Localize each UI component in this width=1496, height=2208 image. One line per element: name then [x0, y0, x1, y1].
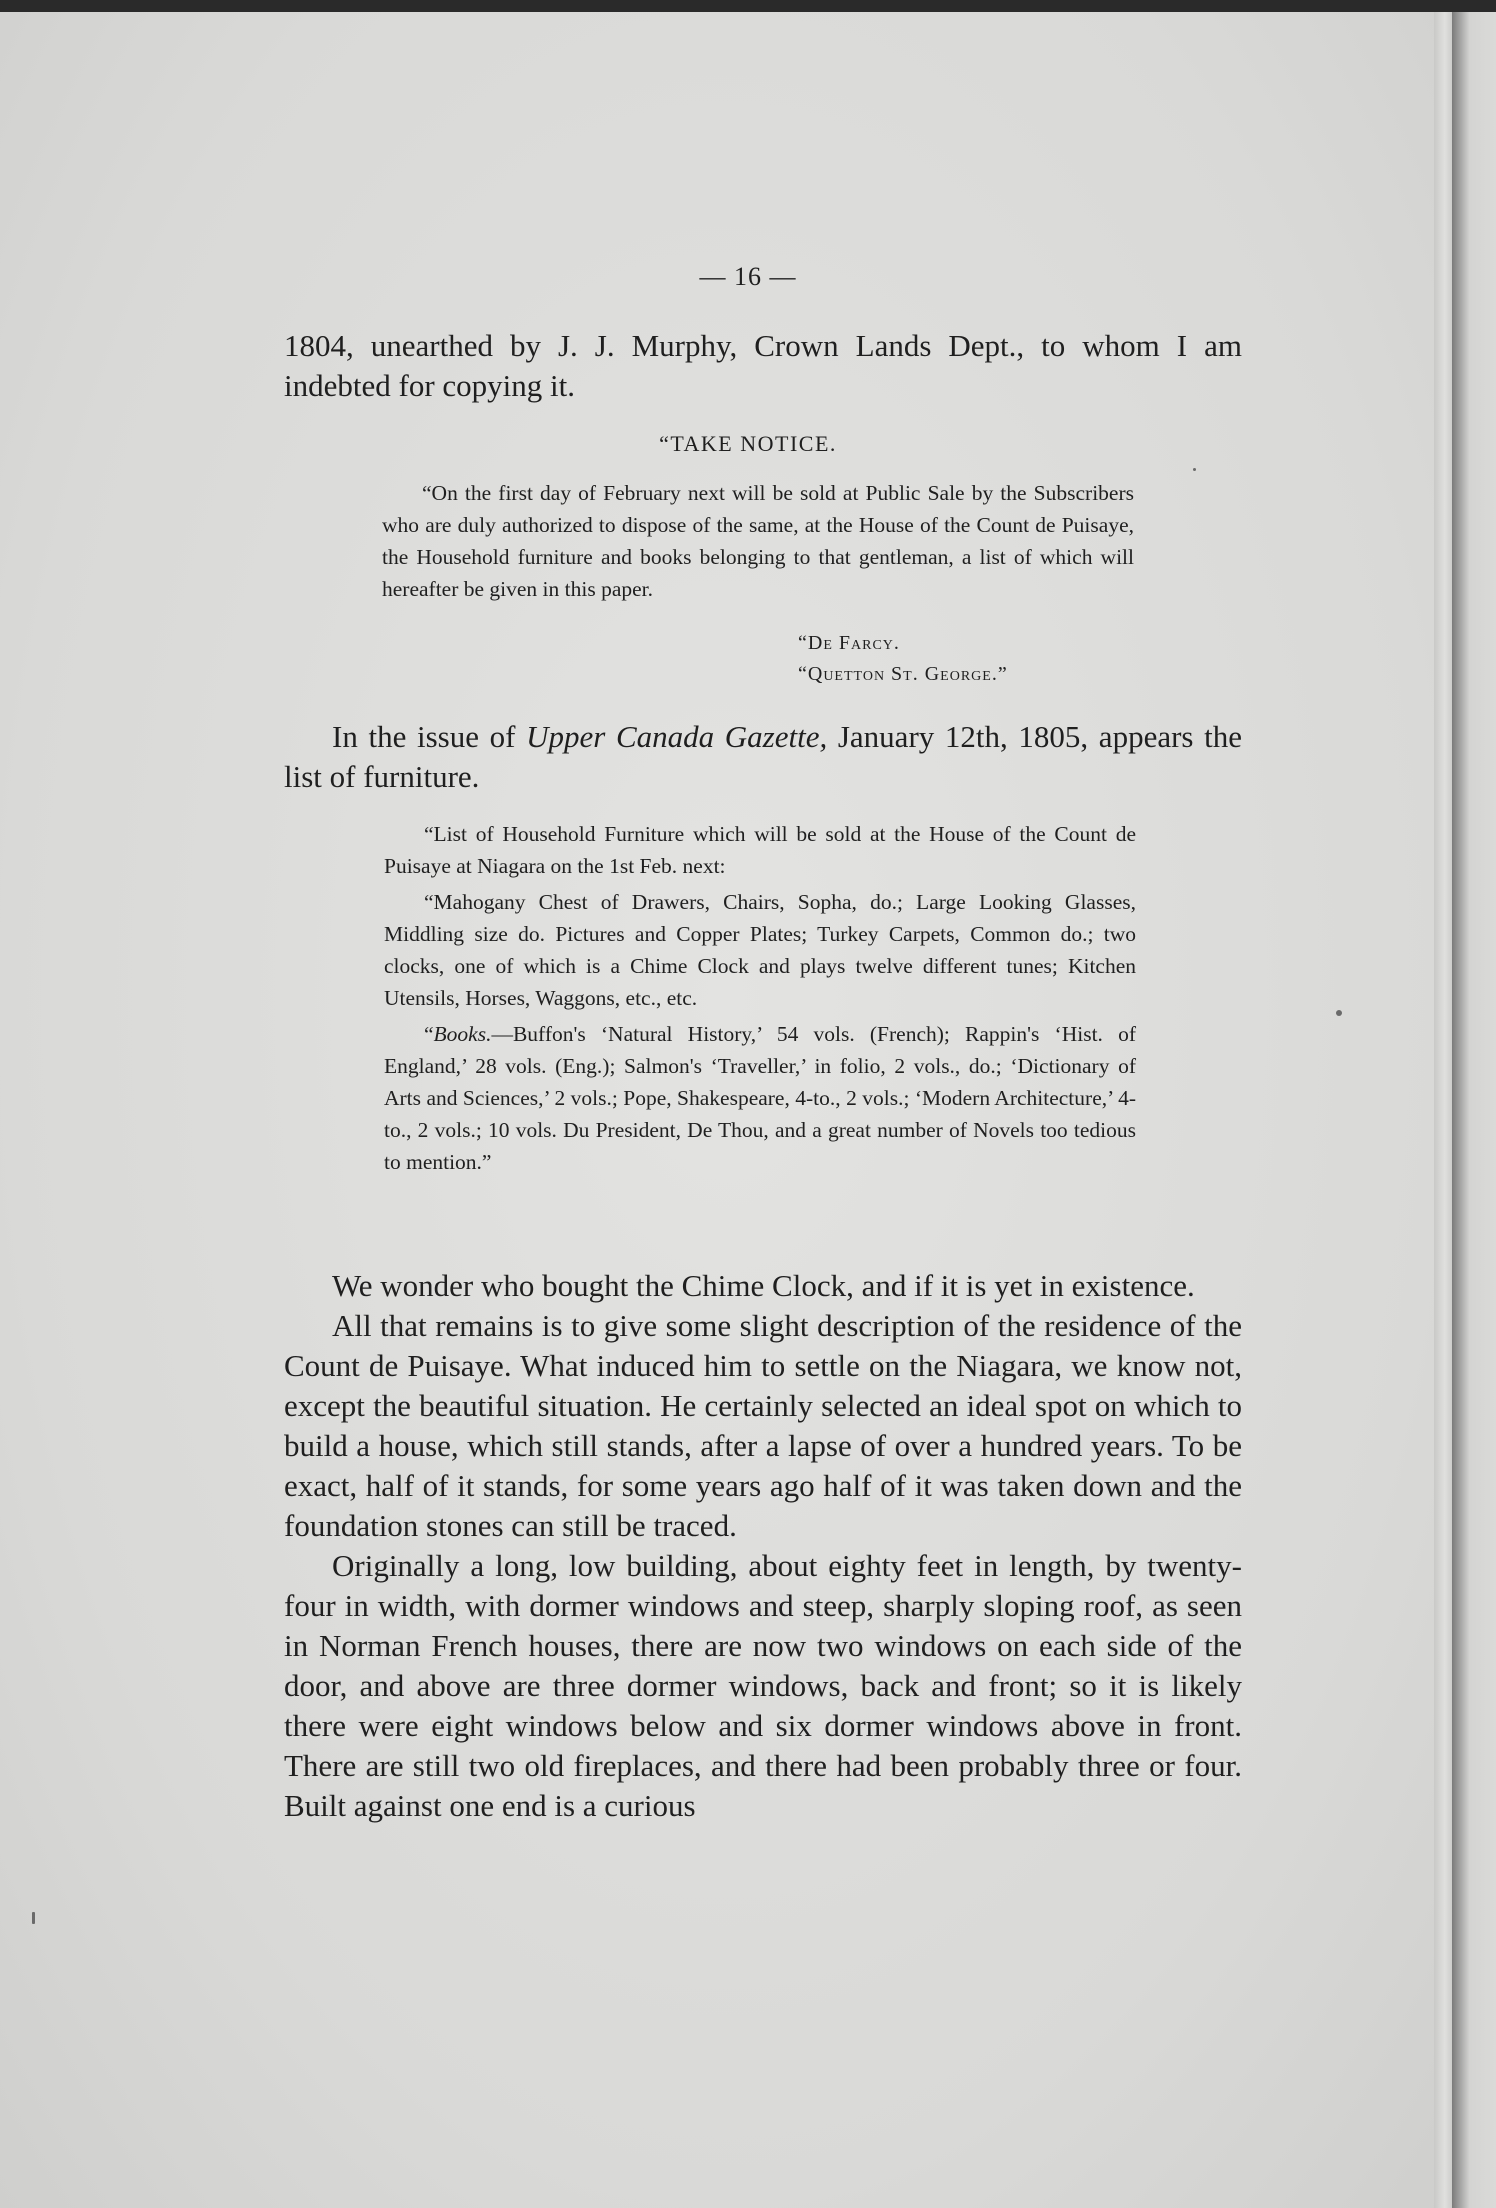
notice-quote	[382, 477, 1134, 605]
paper-speck	[1336, 1010, 1342, 1016]
gazette-text	[284, 717, 1242, 797]
signature-quetton-st-george: “Quetton St. George.”	[798, 663, 1008, 685]
books-open-quote: “	[424, 1022, 434, 1046]
books-text: —Buffon's ‘Natural History,’ 54 vols. (French); Rappin's ‘Hist. of England,’ 28 vols. (Eng.); Salmon's ‘Traveller,’ in folio, 2 vols., do.; ‘Dictionary of Arts and Sciences,’ 2 vols.; Pope, Shakespeare, 4-to., 2 vols.; ‘Modern Architecture,’ 4-to., 2 vols.; 10 vols. Du President, De Thou, and a great number of Novels too tedious to mention.”	[384, 1022, 1136, 1174]
books-items	[384, 1018, 1136, 1178]
gazette-text-before: In the issue of	[332, 719, 527, 754]
chime-clock-paragraph: We wonder who bought the Chime Clock, and if it is yet in existence.	[332, 1268, 1195, 1303]
notice-signatures	[798, 628, 1008, 690]
paper-speck	[1193, 468, 1196, 471]
building-paragraph: Originally a long, low building, about eighty feet in length, by twenty-four in width, with dormer windows and steep, sharply sloping roof, as seen in Norman French houses, there are now two windows on each side of the door, and above are three dormer windows, back and front; so it is likely there were eight windows below and six dormer windows above in front. There are still two old fireplaces, and there had been probably three or four. Built against one end is a curious	[284, 1548, 1242, 1823]
signature-de-farcy: “De Farcy.	[798, 632, 900, 654]
gazette-title: Upper Canada Gazette,	[526, 719, 828, 754]
books-label: Books.	[433, 1022, 492, 1046]
page-number: — 16 —	[699, 262, 797, 291]
body-paragraphs	[284, 1266, 1242, 1826]
furniture-items: “Mahogany Chest of Drawers, Chairs, Sopha, do.; Large Looking Glasses, Middling size do. Pictures and Copper Plates; Turkey Carpets, Common do.; two clocks, one of which is a Chime Clock and plays twelve different tunes; Kitchen Utensils, Horses, Waggons, etc., etc.	[384, 890, 1136, 1010]
furniture-list-quote	[384, 818, 1136, 1178]
adjacent-page-edge	[1452, 12, 1496, 2208]
intro-text: 1804, unearthed by J. J. Murphy, Crown Lands Dept., to whom I am indebted for copying it.	[284, 328, 1242, 403]
list-intro: “List of Household Furniture which will be sold at the House of the Count de Puisaye at Niagara on the 1st Feb. next:	[384, 822, 1136, 878]
residence-paragraph: All that remains is to give some slight description of the residence of the Count de Puisaye. What induced him to settle on the Niagara, we know not, except the beautiful situation. He certainly selected an ideal spot on which to build a house, which still stands, after a lapse of over a hundred years. To be exact, half of it stands, for some years ago half of it was taken down and the foundation stones can still be traced.	[284, 1308, 1242, 1543]
gazette-text-after: January 12th, 1805, appears the list of furniture.	[284, 719, 1242, 794]
paper-speck	[32, 1912, 35, 1924]
intro-paragraph	[284, 326, 1242, 406]
gazette-paragraph	[284, 717, 1242, 797]
notice-heading: “TAKE NOTICE.	[659, 431, 837, 456]
page-gutter	[1434, 12, 1452, 2208]
notice-body: “On the first day of February next will be sold at Public Sale by the Subscribers who are duly authorized to dispose of the same, at the House of the Count de Puisaye, the Household furniture and books belonging to that gentleman, a list of which will hereafter be given in this paper.	[382, 481, 1134, 601]
